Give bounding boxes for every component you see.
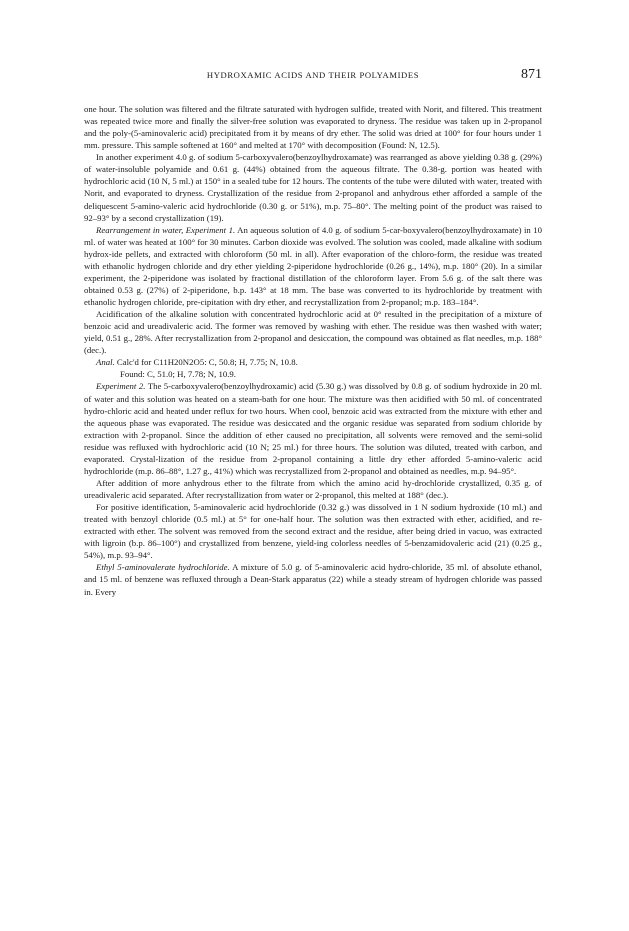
section-lead: Ethyl 5-aminovalerate hydrochloride. [96, 562, 230, 573]
paragraph-4: Acidification of the alkaline solution with concentrated hydrochloric acid at 0° resulted in the precipitation of a mixture of benzoic acid and ureadivaleric acid. The former was removed by washing with ether. The residue was then washed with water; yield, 0.51 g., 28%. After recrystallization from 2-propanol and desiccation, the compound was obtained as flat needles, m.p. 188° (dec.). [84, 309, 542, 356]
paragraph-8: After addition of more anhydrous ether to the filtrate from which the amino acid hy-drochloride crystallized, 0.35 g. of ureadivaleric acid separated. After recrystallization from water or 2-propanol, this melted at 188° (dec.). [84, 477, 542, 500]
paragraph-10: Ethyl 5-aminovalerate hydrochloride. A mixture of 5.0 g. of 5-aminovaleric acid hydro-chloride, 35 ml. of absolute ethanol, and 15 ml. of benzene was refluxed through a Dean-Stark apparatus (22) while a steady stream of hydrogen chloride was passed in. Every [84, 562, 542, 597]
running-title: HYDROXAMIC ACIDS AND THEIR POLYAMIDES [206, 70, 420, 80]
paragraph-2: In another experiment 4.0 g. of sodium 5-carboxyvalero(benzoylhydroxamate) was rearranged as above yielding 0.38 g. (29%) of water-insoluble polyamide and 0.61 g. (44%) obtained from the aqueous filtrate. The 0.38-g. portion was heated with hydrochloric acid (10 N, 5 ml.) at 150° in a sealed tube for 12 hours. The contents of the tube were diluted with water, treated with Norit, and evaporated to dryness. Crystallization of the residue from 2-propanol and anhydrous ether afforded a sample of the deliquescent 5-amino-valeric acid hydrochloride (0.30 g. or 51%), m.p. 75–80°. The melting point of the product was raised to 92–93° by a second crystallization (19). [84, 152, 542, 223]
section-lead: Experiment 2. [96, 381, 146, 392]
analysis-found: Found: C, 51.0; H, 7.78; N, 10.9. [120, 369, 236, 380]
page-number: 871 [521, 67, 542, 82]
analysis-lead: Anal. [96, 357, 115, 368]
paragraph-9: For positive identification, 5-aminovaleric acid hydrochloride (0.32 g.) was dissolved in 1 N sodium hydroxide (10 ml.) and treated with benzoyl chloride (0.5 ml.) at 5° for one-half hour. The solution was then extracted with ether, acidified, and re-extracted with ether. The solvent was removed from the second extract and the residue, after being dried in vacuo, was extracted with ligroin (b.p. 86–100°) and crystallized from benzene, yield-ing colorless needles of 5-benzamidovaleric acid (21) (0.25 g., 54%), m.p. 93–94°. [84, 502, 542, 561]
body-text [84, 103, 542, 598]
paragraph-3: Rearrangement in water, Experiment 1. An aqueous solution of 4.0 g. of sodium 5-car-boxyvalero(benzoylhydroxamate) in 10 ml. of water was heated at 100° for 30 minutes. Carbon dioxide was evolved. The solution was cooled, made alkaline with sodium hydrox-ide pellets, and extracted with chloroform (50 ml. in all). After evaporation of the chloro-form, the residue was treated with ethanolic hydrogen chloride and dry ether yielding 2-piperidone hydrochloride (0.26 g., 14%), m.p. 180° (20). In a similar experiment, the 2-piperidone was isolated by fractional distillation of the chloroform layer. From 5.6 g. of the salt there was obtained 0.53 g. (27%) of 2-piperidone, b.p. 143° at 18 mm. The base was converted to its hydrochloride by treatment with ethanolic hydrogen chloride, pre-cipitation with dry ether, and recrystallization from 2-propanol; m.p. 183–184°. [84, 224, 542, 307]
page-header [84, 67, 542, 86]
paragraph-7: Experiment 2. The 5-carboxyvalero(benzoylhydroxamic) acid (5.30 g.) was dissolved by 0.8 g. of sodium hydroxide in 20 ml. of water and this solution was heated on a steam-bath for one hour. The mixture was then acidified with 50 ml. of concentrated hydro-chloric acid and heated under reflux for two hours. When cool, benzoic acid was extracted from the mixture with ether and the aqueous phase was evaporated. The residue was desiccated and the organic residue was separated from sodium chloride by extraction with 2-propanol. Since the addition of ether caused no precipitation, all solvents were removed and the semi-solid residue was refluxed with hydrochloric acid (10 N; 25 ml.) for three hours. The solution was diluted, treated with carbon, and evaporated. Crystal-lization of the residue from 2-propanol containing a little dry ether afforded 5-amino-valeric acid hydrochloride (m.p. 86–88°, 1.27 g., 41%) which was recrystallized from 2-propanol and obtained as needles, m.p. 94–95°. [84, 381, 542, 476]
section-lead: Rearrangement in water, Experiment 1. [96, 224, 236, 235]
analysis-calculated: Anal. Calc'd for C11H20N2O5: C, 50.8; H, 7.75; N, 10.8. [96, 357, 298, 368]
paragraph-1: one hour. The solution was filtered and the filtrate saturated with hydrogen sulfide, treated with Norit, and filtered. This treatment was repeated twice more and finally the silver-free solution was evaporated to dryness. The residue was taken up in 2-propanol and the poly-(5-aminovaleric acid) precipitated from it by means of dry ether. The solid was dried at 100° for four hours under 1 mm. pressure. This sample softened at 160° and melted at 170° with decomposition (Found: N, 12.5). [84, 104, 542, 151]
